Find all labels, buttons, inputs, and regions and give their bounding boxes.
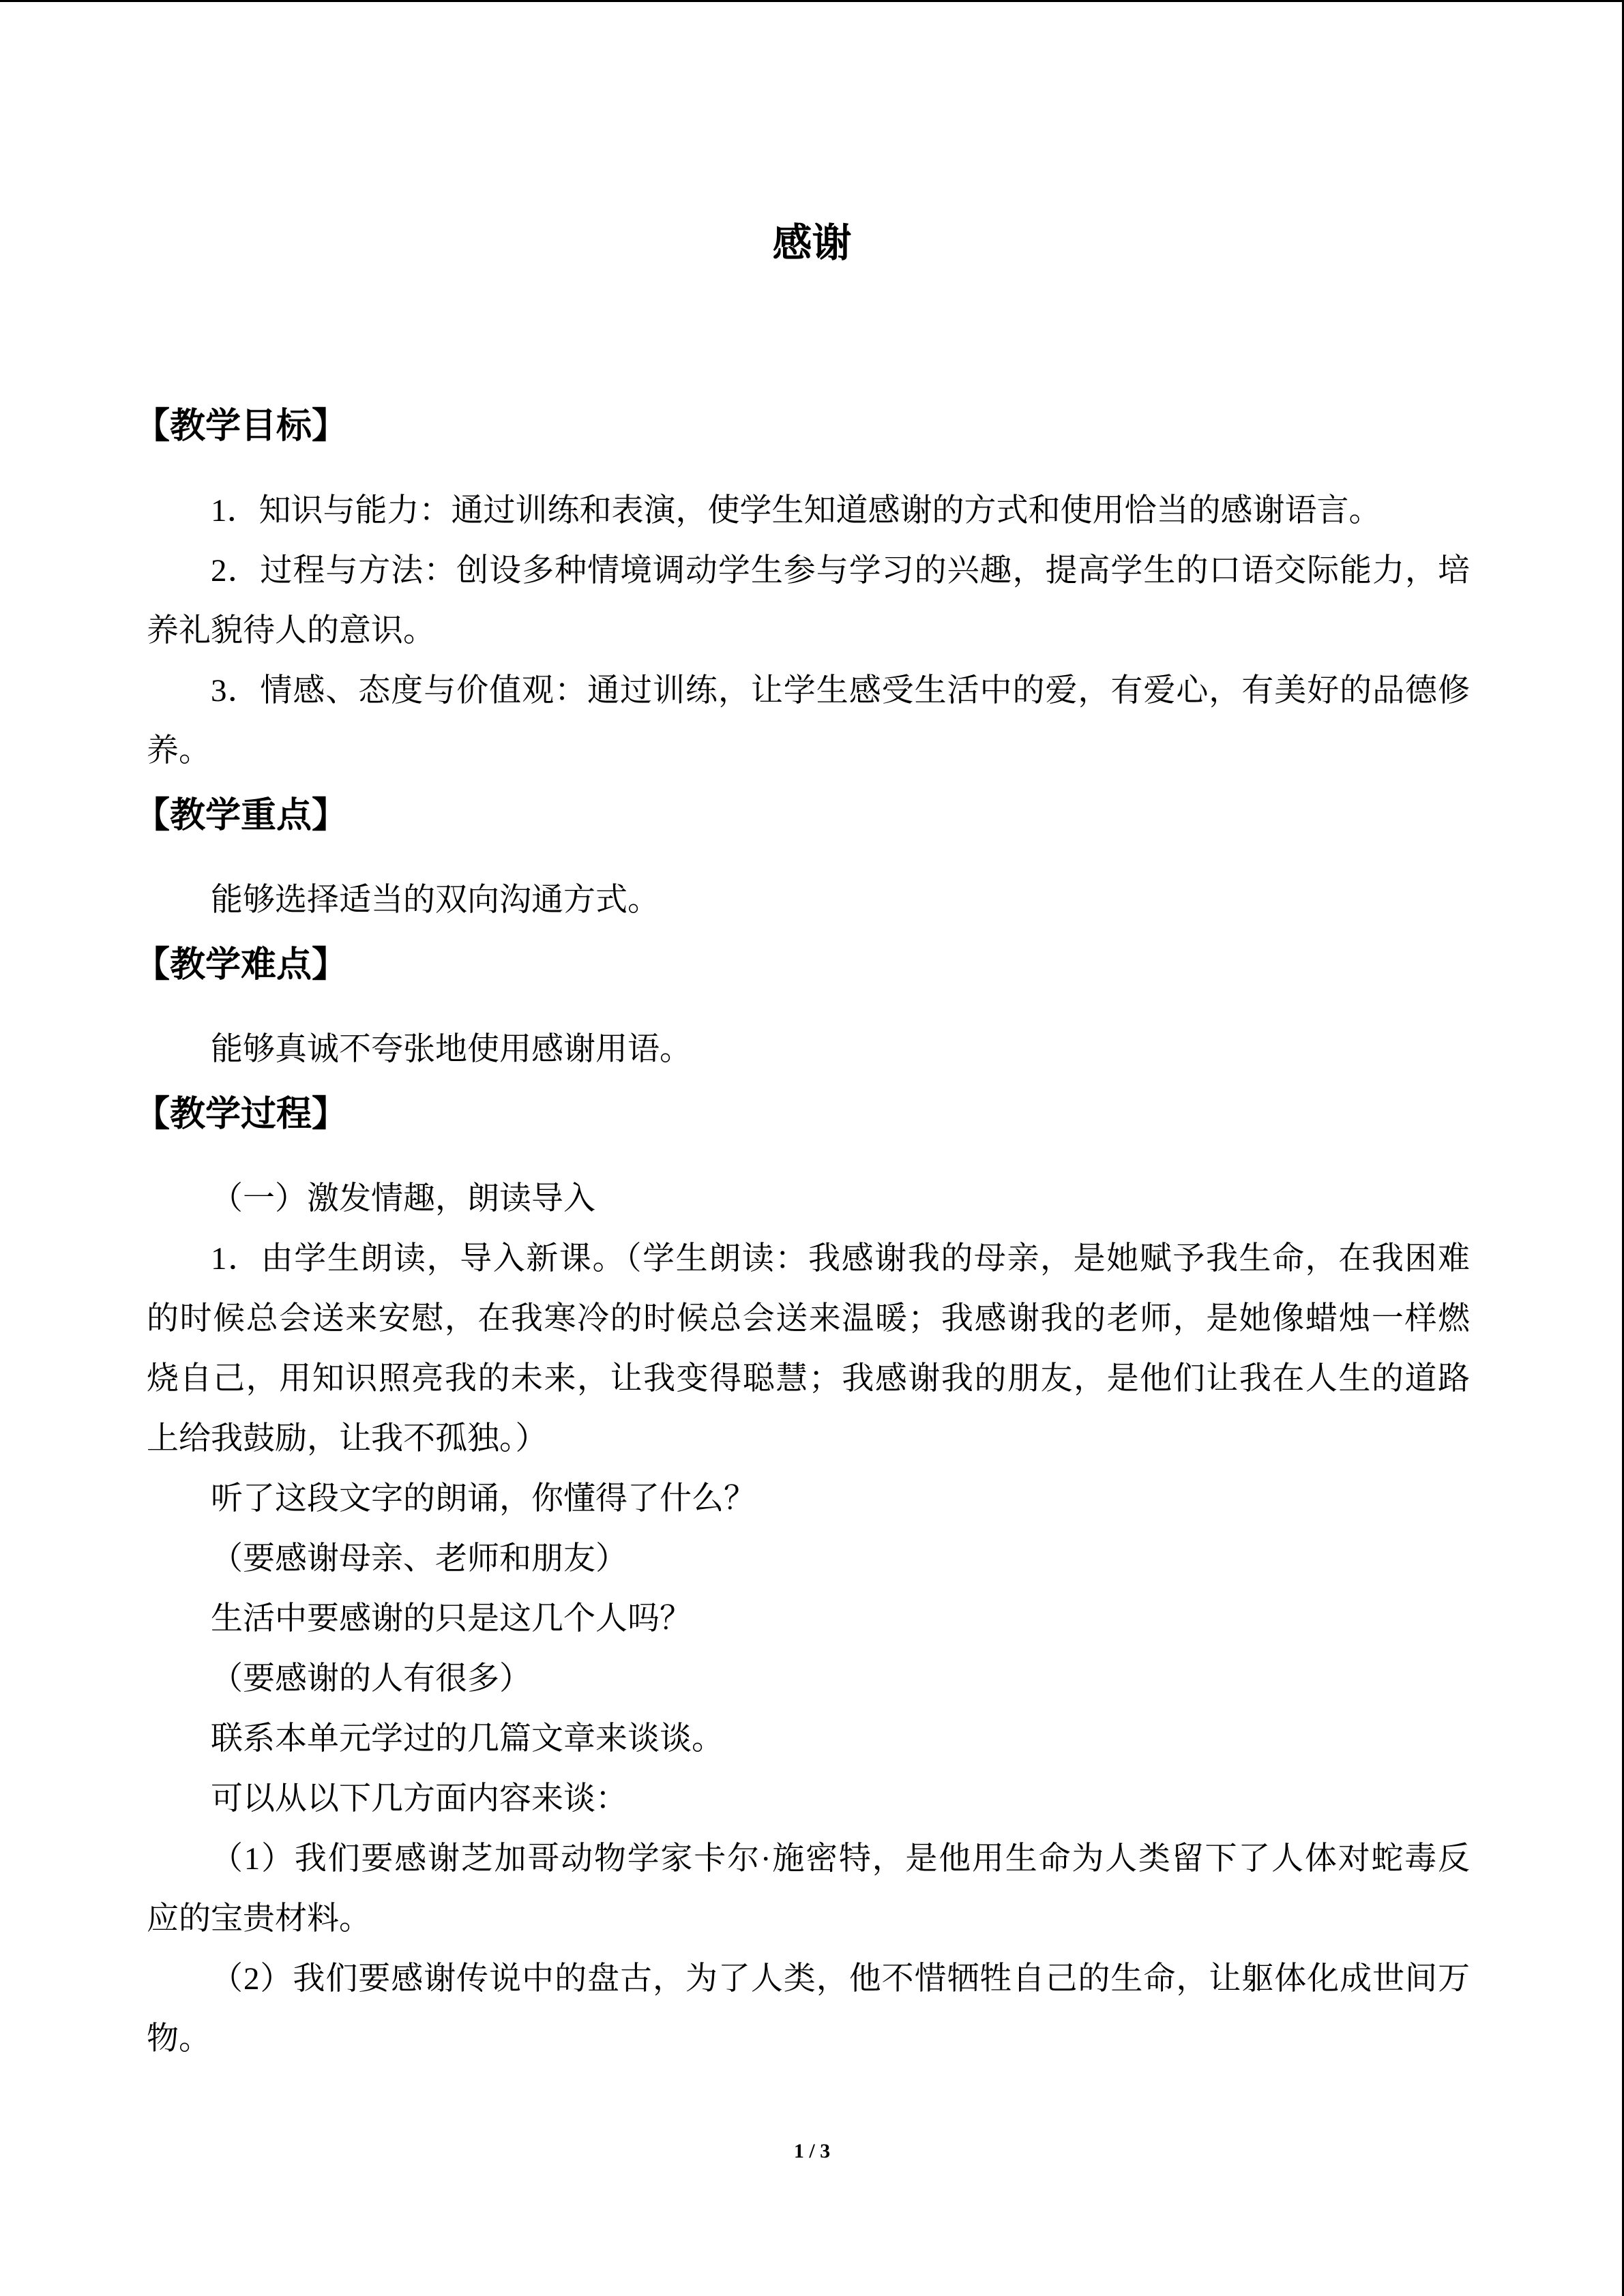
paragraph-line: 物。 [147,2021,211,2057]
document-title: 感谢 [772,221,852,265]
paragraph-line: 烧自己，用知识照亮我的未来，让我变得聪慧；我感谢我的朋友，是他们让我在人生的道路 [147,1361,1470,1397]
paragraph-line: 生活中要感谢的只是这几个人吗？ [211,1601,692,1637]
process-paragraph [147,1769,1470,1829]
paragraph-line: 养礼貌待人的意识。 [147,613,435,648]
process-paragraph [147,1169,1470,1229]
process-paragraph [147,1589,1470,1649]
objective-item [147,541,1470,661]
objectives-heading: 【教学目标】 [134,407,348,446]
process-paragraph [147,1649,1470,1709]
paragraph-line: 1．由学生朗读，导入新课。（学生朗读：我感谢我的母亲，是她赋予我生命，在我困难 [211,1241,1470,1277]
process-paragraph [147,1829,1470,1949]
paragraph-line: 1．知识与能力：通过训练和表演，使学生知道感谢的方式和使用恰当的感谢语言。 [211,493,1381,528]
process-paragraph [147,1469,1470,1529]
process-paragraph [147,1229,1470,1469]
paragraph-line: 养。 [147,733,211,769]
paragraph-line: 可以从以下几方面内容来谈： [211,1781,628,1817]
difficulty-text: 能够真诚不夸张地使用感谢用语。 [211,1032,692,1067]
paragraph-line: 听了这段文字的朗诵，你懂得了什么？ [211,1481,756,1517]
difficulty-heading: 【教学难点】 [134,946,348,985]
objective-item [147,481,1470,541]
paragraph-line: （一）激发情趣，朗读导入 [211,1181,595,1217]
paragraph-line: （要感谢的人有很多） [211,1661,531,1697]
paragraph-line: （2）我们要感谢传说中的盘古，为了人类，他不惜牺牲自己的生命，让躯体化成世间万 [211,1961,1470,1997]
paragraph-line: （1）我们要感谢芝加哥动物学家卡尔·施密特，是他用生命为人类留下了人体对蛇毒反 [211,1841,1470,1877]
key-point-text: 能够选择适当的双向沟通方式。 [211,882,660,918]
paragraph-line: 应的宝贵材料。 [147,1901,371,1937]
paragraph-line: 联系本单元学过的几篇文章来谈谈。 [211,1721,724,1757]
process-paragraph [147,1709,1470,1769]
process-paragraph [147,1529,1470,1589]
page-number: 1 / 3 [793,2140,831,2162]
paragraph-line: 上给我鼓励，让我不孤独。） [147,1421,548,1457]
objective-item [147,661,1470,781]
paragraph-line: 3．情感、态度与价值观：通过训练，让学生感受生活中的爱，有爱心，有美好的品德修 [211,673,1470,709]
paragraph-line: 的时候总会送来安慰，在我寒冷的时候总会送来温暖；我感谢我的老师，是她像蜡烛一样燃 [147,1301,1470,1337]
process-heading: 【教学过程】 [134,1095,348,1134]
paragraph-line: 2．过程与方法：创设多种情境调动学生参与学习的兴趣，提高学生的口语交际能力，培 [211,553,1470,588]
paragraph-line: （要感谢母亲、老师和朋友） [211,1541,628,1577]
key-point-heading: 【教学重点】 [134,796,348,835]
process-paragraph [147,1949,1470,2069]
document-body [134,397,1470,2069]
